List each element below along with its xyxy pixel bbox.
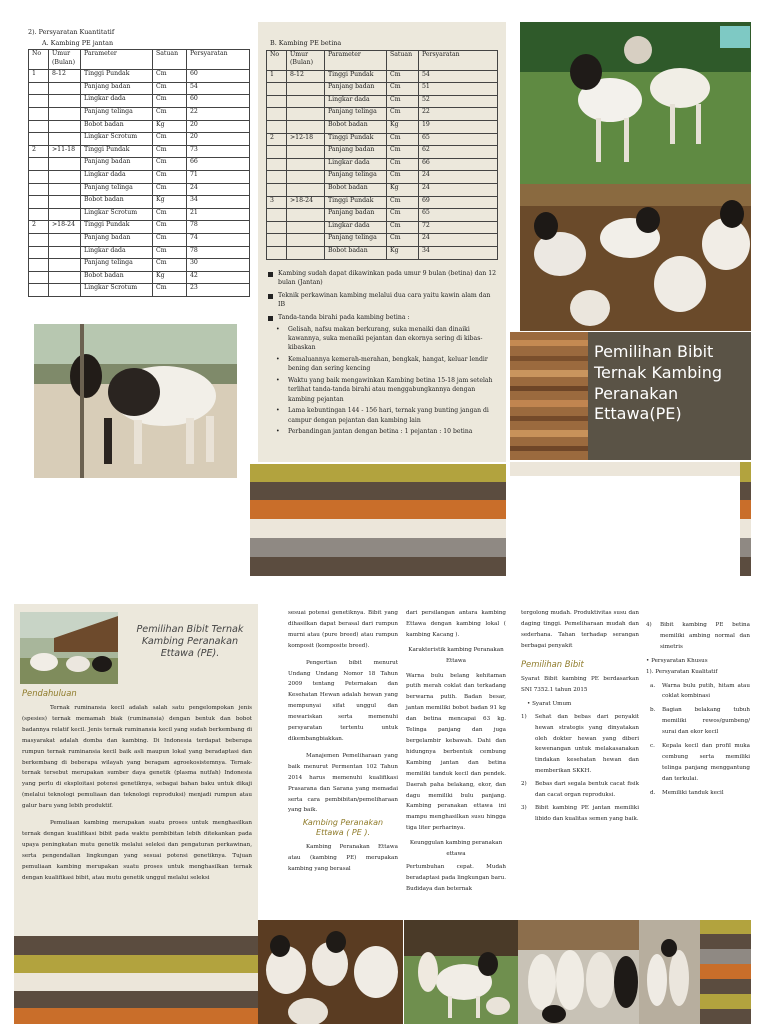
cell-unit: Cm [153, 95, 187, 108]
cell-age [287, 183, 325, 196]
table-row [267, 234, 498, 247]
cell-requirement: 22 [187, 108, 250, 121]
cell-unit: Cm [387, 234, 419, 247]
cell-unit: Cm [153, 234, 187, 247]
col-parameter: Parameter [81, 50, 153, 70]
cell-age [287, 121, 325, 134]
goat-photo-field [34, 324, 237, 478]
cell-no [29, 108, 49, 121]
male-requirements-table [28, 49, 250, 297]
col-unit: Satuan [153, 50, 187, 70]
cell-requirement: 65 [419, 133, 498, 146]
cover-title-box [588, 332, 751, 460]
cell-unit: Cm [387, 108, 419, 121]
cell-age [49, 271, 81, 284]
cell-age [287, 146, 325, 159]
cell-unit: Cm [153, 221, 187, 234]
requirement-item: 3) Bibit kambing PE jantan memiliki libido dan kualitas semen yang baik. [521, 804, 639, 822]
body-paragraph: Kambing Peranakan Ettawa atau (kambing PE) merupakan kambing yang berasal [288, 844, 398, 873]
table-row [267, 183, 498, 196]
col-no: No [267, 50, 287, 70]
stripe [14, 955, 258, 973]
cell-parameter: Tinggi Pundak [325, 133, 387, 146]
stripe [740, 482, 751, 500]
cell-unit: Cm [387, 158, 419, 171]
table-row [29, 234, 250, 247]
table-row [29, 284, 250, 297]
general-requirements-list [521, 712, 639, 825]
table-row [267, 146, 498, 159]
cell-requirement: 66 [187, 158, 250, 171]
cell-age: 8-12 [287, 70, 325, 83]
body-paragraph: tergolong mudah. Produktivitas susu dan daging tinggi. Pemeliharaan mudah dan sederhana. Tahan terhadap serangan berbagai penyakit [521, 610, 639, 649]
cell-no [29, 271, 49, 284]
cell-unit: Cm [153, 108, 187, 121]
cell-parameter: Panjang telinga [325, 108, 387, 121]
stripe [700, 934, 751, 949]
cell-no [29, 133, 49, 146]
intro-text [22, 703, 252, 890]
cell-requirement: 54 [419, 70, 498, 83]
cell-parameter: Lingkar dada [325, 158, 387, 171]
body-paragraph: Manajemen Pemeliharaan yang baik menurut Permentan 102 Tahun 2014 harus memenuhi kualifikasi Prasarana dan Sarana yang memadai serta cara pembibitan/pemeliharaan yang baik. [288, 752, 398, 814]
cell-requirement: 60 [187, 70, 250, 83]
stripe [14, 973, 258, 991]
text-column-2 [288, 608, 398, 875]
cell-parameter: Panjang badan [325, 146, 387, 159]
cell-parameter: Bobot badan [325, 246, 387, 259]
table-row [267, 133, 498, 146]
cell-no [29, 95, 49, 108]
table-row [29, 120, 250, 133]
cell-requirement: 62 [419, 146, 498, 159]
cell-parameter: Tinggi Pundak [81, 145, 153, 158]
stripe [700, 994, 751, 1009]
table-row [29, 133, 250, 146]
note-item: Kambing sudah dapat dikawinkan pada umur 9 bulan (betina) dan 12 bulan (Jantan) [266, 269, 498, 288]
cell-parameter: Panjang badan [81, 234, 153, 247]
cell-no: 1 [267, 70, 287, 83]
goats-row-photo [518, 920, 639, 1024]
body-paragraph: Syarat Bibit kambing PE berdasarkan SNI 7352.1 tahun 2015 [521, 676, 639, 693]
advantages-heading: Keunggulan kambing peranakan ettawa [409, 840, 503, 858]
cell-age [49, 133, 81, 146]
cell-unit: Cm [387, 95, 419, 108]
cell-parameter: Tinggi Pundak [81, 221, 153, 234]
general-requirements-label: • Syarat Umum [527, 700, 572, 707]
stripe [700, 920, 751, 934]
cell-no [29, 120, 49, 133]
requirement-item: 1) Sehat dan bebas dari penyakit hewan strategis yang dinyatakan oleh dokter hewan yang diberi kewenangan untuk melakasanakan tindakan kesehatan hewan dan memberikan SKKH. [521, 713, 639, 775]
goat-with-kid-photo [404, 920, 518, 1024]
cell-unit: Kg [153, 120, 187, 133]
cell-no [29, 171, 49, 184]
cell-requirement: 24 [419, 234, 498, 247]
note-item: Tanda-tanda birahi pada kambing betina : [266, 313, 498, 323]
cell-no: 2 [29, 145, 49, 158]
stripe [250, 500, 506, 519]
goats-pen-photo [520, 184, 751, 331]
cell-unit: Cm [153, 183, 187, 196]
table-row [267, 95, 498, 108]
text-column-5 [646, 618, 750, 799]
cell-no [29, 259, 49, 272]
cell-requirement: 69 [419, 196, 498, 209]
cell-age [49, 158, 81, 171]
square-bullet-icon [268, 272, 273, 277]
qualitative-item: a. Warna bulu putih, hitam atau coklat kombinasi [650, 682, 750, 700]
table-row [267, 196, 498, 209]
cell-age: 8-12 [49, 70, 81, 83]
stripe [700, 1009, 751, 1024]
cell-unit: Cm [387, 83, 419, 96]
stripe [700, 949, 751, 964]
stripe [510, 462, 741, 476]
goats-side-photo [639, 920, 700, 1024]
cell-no [267, 209, 287, 222]
cell-age [287, 221, 325, 234]
cell-unit: Kg [153, 271, 187, 284]
cell-age [287, 158, 325, 171]
cell-parameter: Lingkar Scrotum [81, 133, 153, 146]
body-paragraph: sesuai potensi genetiknya. Bibit yang dihasilkan dapat berasal dari rumpun murni atau (pure breed) atau rumpun komposit (komposite breed). [288, 610, 398, 649]
cell-requirement: 24 [419, 183, 498, 196]
table-row [267, 221, 498, 234]
estrus-sign-item: • Waktu yang baik mengawinkan Kambing betina 15-18 jam setelah terlihat tanda-tanda birahi atau menggabungkannya dengan kambing pejantan [266, 376, 498, 404]
cell-parameter: Tinggi Pundak [81, 70, 153, 83]
cell-parameter: Bobot badan [325, 121, 387, 134]
stripe [740, 519, 751, 538]
col-age: Umur (Bulan) [287, 50, 325, 70]
stripe [250, 519, 506, 538]
cell-unit: Cm [153, 70, 187, 83]
goats-pasture-photo [520, 22, 751, 184]
cell-unit: Kg [387, 246, 419, 259]
table-row [29, 246, 250, 259]
cell-no: 3 [267, 196, 287, 209]
cell-parameter: Lingkar dada [325, 95, 387, 108]
stripe [250, 482, 506, 500]
cell-unit: Cm [387, 146, 419, 159]
stripe [700, 979, 751, 994]
qualitative-list [646, 681, 750, 799]
cell-requirement: 20 [187, 133, 250, 146]
cell-parameter: Panjang telinga [81, 183, 153, 196]
cell-age [49, 82, 81, 95]
cell-unit: Cm [153, 259, 187, 272]
estrus-sign-item: • Lama kebuntingan 144 - 156 hari, ternak yang bunting jangan di campur dengan pejantan dan kambing lain [266, 406, 498, 425]
cell-parameter: Panjang telinga [325, 234, 387, 247]
table-row [29, 158, 250, 171]
cell-requirement: 73 [187, 145, 250, 158]
cell-requirement: 21 [187, 208, 250, 221]
cell-age [49, 259, 81, 272]
cell-age [49, 183, 81, 196]
cell-no [267, 234, 287, 247]
cell-unit: Cm [153, 133, 187, 146]
qualitative-heading: 1). Persyaratan Kualitatif [646, 668, 718, 675]
cell-no [29, 208, 49, 221]
cell-no [267, 246, 287, 259]
cell-age [49, 95, 81, 108]
cell-unit: Cm [387, 196, 419, 209]
cell-no [29, 158, 49, 171]
cell-parameter: Panjang badan [81, 82, 153, 95]
stripe [700, 964, 751, 979]
cell-no [267, 121, 287, 134]
intro-paragraph: Pemuliaan kambing merupakan suatu proses untuk menghasilkan ternak dengan kualifikasi bibit pada waktu pembibitan lebih ditekankan pada upaya peningkatan mutu genetik melalui seleksi dan pengaturan perkawinan, serta pengendalian lingkungan yang sesuai potensi genetiknya. Tujuan pemuliaan kambing merupakan suatu proses untuk menghasilkan ternak dengan kualifikasi bibit, atau mutu genetik unggul melalui seleksi [22, 820, 252, 881]
cell-parameter: Panjang badan [325, 209, 387, 222]
col-age: Umur (Bulan) [49, 50, 81, 70]
cell-unit: Cm [387, 209, 419, 222]
table-row [267, 70, 498, 83]
cell-no [29, 234, 49, 247]
cell-age [49, 208, 81, 221]
requirement-item: 4) Bibit kambing PE betina memiliki ambing normal dan simetris [646, 622, 750, 650]
cell-no [267, 158, 287, 171]
cell-age [287, 234, 325, 247]
cell-requirement: 30 [187, 259, 250, 272]
estrus-sign-item: • Perbandingan jantan dengan betina : 1 pejantan : 10 betina [266, 427, 498, 436]
cell-requirement: 20 [187, 120, 250, 133]
special-requirements-label: • Persyaratan Khusus [646, 657, 708, 664]
table-row [267, 209, 498, 222]
table-row [29, 108, 250, 121]
male-table-heading: A. Kambing PE jantan [42, 38, 114, 47]
male-requirements-section [28, 28, 250, 297]
note-item: Teknik perkawinan kambing melalui dua cara yaitu kawin alam dan IB [266, 291, 498, 310]
stripe [14, 991, 258, 1008]
table-row [29, 221, 250, 234]
table-row [29, 95, 250, 108]
cell-requirement: 52 [419, 95, 498, 108]
cell-age [49, 171, 81, 184]
cell-no [267, 95, 287, 108]
stripe [250, 464, 506, 482]
estrus-sign-item: • Kemaluannya kemerah-merahan, bengkak, hangat, keluar lendir bening dan sering kencing [266, 355, 498, 374]
cell-unit: Cm [387, 133, 419, 146]
cell-requirement: 74 [187, 234, 250, 247]
cell-age [287, 95, 325, 108]
cell-unit: Cm [153, 145, 187, 158]
qualitative-item: b. Bagian belakang tubuh memiliki rewos/gumbeng/ surai dan ekor kecil [650, 707, 750, 736]
inside-title: Pemilihan Bibit Ternak Kambing Peranakan Ettawa (PE). [136, 624, 244, 659]
cell-no: 2 [29, 221, 49, 234]
cell-no [267, 146, 287, 159]
table-row [29, 271, 250, 284]
cell-age [49, 284, 81, 297]
cell-requirement: 22 [419, 108, 498, 121]
cell-age: >18-24 [287, 196, 325, 209]
cell-unit: Kg [387, 183, 419, 196]
table-row [267, 121, 498, 134]
cell-parameter: Bobot badan [81, 271, 153, 284]
cell-no [267, 183, 287, 196]
intro-paragraph: Ternak ruminansia kecil adalah salah satu pengelompokan jenis (spesies) ternak memamah biak (ruminansia) dengan bentuk dan bobot badannya relatif kecil. Jenis ternak ruminansia kecil yang sudah berkembang di masyarakat adalah domba dan kambing. Di Indonesia terdapat beberapa rumpun ternak ruminansia kecil baik asli maupun lokal yang beradaptasi dan berkembang di beberapa wilayah yang beragam agroekosistemnya. Ternak-ternak tersebut merupakan sumber daya genetik (plasma nutfah) Indonesia yang perlu di eksploitasi potensi genetiknya, sebagai bahan baku untuk dikaji (melalui teknologi pemuliaan dan teknologi reproduksi) menjadi rumpun atau galur baru yang lebih produktif. [22, 705, 252, 810]
table-row [267, 171, 498, 184]
cell-unit: Cm [153, 171, 187, 184]
cell-requirement: 65 [419, 209, 498, 222]
col-requirement: Persyaratan [419, 50, 498, 70]
cell-unit: Cm [153, 246, 187, 259]
cell-no [29, 82, 49, 95]
cell-requirement: 78 [187, 221, 250, 234]
col-parameter: Parameter [325, 50, 387, 70]
cell-age [49, 234, 81, 247]
table-row [267, 158, 498, 171]
text-column-3 [406, 608, 506, 895]
cell-unit: Cm [153, 82, 187, 95]
table-row [267, 246, 498, 259]
cell-age [287, 246, 325, 259]
female-requirements-table [266, 50, 498, 260]
cell-requirement: 42 [187, 271, 250, 284]
table-row [29, 145, 250, 158]
cell-no [29, 284, 49, 297]
cell-parameter: Lingkar dada [81, 246, 153, 259]
cell-age: >12-18 [287, 133, 325, 146]
stripe [14, 1008, 258, 1024]
cell-parameter: Lingkar dada [81, 171, 153, 184]
cell-parameter: Lingkar Scrotum [81, 208, 153, 221]
goats-pen-photo-2 [258, 920, 403, 1024]
col-unit: Satuan [387, 50, 419, 70]
body-paragraph: dari persilangan antara kambing Ettawa dengan kambing lokal ( kambing Kacang ). [406, 610, 506, 638]
cell-parameter: Panjang badan [325, 83, 387, 96]
cell-no: 1 [29, 70, 49, 83]
qualitative-item: c. Kepala kecil dan profil muka cembung serta memiliki telinga panjang menggantung dan terkulai. [650, 743, 750, 782]
table-row [29, 183, 250, 196]
body-paragraph: Pertumbuhan cepat. Mudah beradaptasi pada lingkungan baru. Budidaya dan beternak [406, 863, 506, 892]
stripe [740, 538, 751, 557]
text-column-4 [521, 608, 639, 825]
stripe [14, 936, 258, 955]
cell-age: >11-18 [49, 145, 81, 158]
cell-requirement: 72 [419, 221, 498, 234]
cell-age [49, 108, 81, 121]
cell-requirement: 23 [187, 284, 250, 297]
cell-requirement: 78 [187, 246, 250, 259]
cell-parameter: Bobot badan [81, 120, 153, 133]
col-no: No [29, 50, 49, 70]
square-bullet-icon [268, 316, 273, 321]
cell-requirement: 54 [187, 82, 250, 95]
qualitative-item: d. Memiliki tanduk kecil [650, 789, 724, 796]
cell-age [49, 246, 81, 259]
stripe [740, 500, 751, 519]
cell-no [267, 108, 287, 121]
cell-parameter: Lingkar dada [81, 95, 153, 108]
cell-requirement: 19 [419, 121, 498, 134]
body-paragraph: Warna bulu belang kehitaman putih merah coklat dan terkadang berwarna putih. Badan besar, jantan memiliki bobot badan 91 kg dan betina mencapai 63 kg. Telinga panjang dan juga bergelambir kebawah. Dahi dan hidungnya berbentuk cembung Kambing jantan dan betina memiliki tanduk kecil dan pendek. Daerah paha belakang, ekor, dan dagu memiliki bulu panjang. Kambing peranakan ettawa ini mampu menghasilkan susu hingga tiga liter perharinya. [406, 672, 506, 832]
cell-requirement: 34 [187, 196, 250, 209]
quantitative-heading: 2). Persyaratan Kuantitatif [28, 28, 115, 36]
table-row [29, 82, 250, 95]
cell-no: 2 [267, 133, 287, 146]
cell-requirement: 24 [187, 183, 250, 196]
cell-age [287, 209, 325, 222]
cell-parameter: Bobot badan [81, 196, 153, 209]
female-requirements-panel [258, 22, 506, 462]
cell-unit: Kg [153, 196, 187, 209]
cell-no [29, 183, 49, 196]
stripe [740, 557, 751, 576]
cell-age [49, 196, 81, 209]
cell-parameter: Lingkar dada [325, 221, 387, 234]
cell-unit: Cm [153, 284, 187, 297]
cell-parameter: Panjang telinga [81, 259, 153, 272]
cell-unit: Cm [153, 158, 187, 171]
cell-unit: Cm [387, 171, 419, 184]
table-row [29, 70, 250, 83]
cell-age: >18-24 [49, 221, 81, 234]
cell-unit: Cm [387, 221, 419, 234]
table-row [29, 171, 250, 184]
cell-parameter: Panjang telinga [81, 108, 153, 121]
cover-title: Pemilihan Bibit Ternak Kambing Peranakan Ettawa(PE) [594, 342, 722, 424]
stripe [250, 538, 506, 557]
col-requirement: Persyaratan [187, 50, 250, 70]
cell-parameter: Bobot badan [325, 183, 387, 196]
breeding-notes [266, 269, 498, 437]
cell-unit: Kg [387, 121, 419, 134]
wood-texture-image [510, 332, 588, 460]
characteristics-heading: Karakteristik kambing Peranakan Ettawa [408, 646, 504, 664]
goat-barn-photo [20, 612, 118, 684]
cell-no [267, 221, 287, 234]
cell-no [267, 171, 287, 184]
cell-requirement: 34 [419, 246, 498, 259]
cell-requirement: 71 [187, 171, 250, 184]
cell-no [29, 246, 49, 259]
table-row [29, 196, 250, 209]
cell-parameter: Lingkar Scrotum [81, 284, 153, 297]
cell-age [287, 171, 325, 184]
cell-parameter: Panjang telinga [325, 171, 387, 184]
table-row [267, 83, 498, 96]
cell-requirement: 66 [419, 158, 498, 171]
table-row [29, 208, 250, 221]
stripe [250, 557, 506, 576]
cell-no [29, 196, 49, 209]
cell-unit: Cm [387, 70, 419, 83]
intro-heading: Pendahuluan [22, 688, 77, 698]
cell-requirement: 60 [187, 95, 250, 108]
cell-unit: Cm [153, 208, 187, 221]
selection-heading: Pemilihan Bibit [521, 658, 584, 669]
pe-goat-heading: Kambing Peranakan Ettawa ( PE ). [302, 818, 384, 838]
cell-parameter: Panjang badan [81, 158, 153, 171]
table-row [29, 259, 250, 272]
body-paragraph: Pengertian bibit menurut Undang Undang Nomor 18 Tahun 2009 tentang Peternakan dan Kesehatan Hewan adalah hewan yang mempunyai sifat unggul dan mewariskan serta memenuhi persyaratan tertentu untuk dikembangbiakkan. [288, 659, 398, 742]
female-table-heading: B. Kambing PE betina [270, 39, 342, 47]
cell-requirement: 51 [419, 83, 498, 96]
table-row [267, 108, 498, 121]
cell-no [267, 83, 287, 96]
estrus-sign-item: • Gelisah, nafsu makan berkurang, suka menaiki dan dinaiki kawannya, suka menaiki pejantan dan ekornya sering di kibas-kibaskan [266, 325, 498, 353]
square-bullet-icon [268, 294, 273, 299]
requirement-item: 2) Bebas dari segala bentuk cacat fisik dan cacat organ reproduksi. [521, 781, 639, 799]
cell-age [287, 83, 325, 96]
cell-parameter: Tinggi Pundak [325, 70, 387, 83]
cell-age [287, 108, 325, 121]
cell-requirement: 24 [419, 171, 498, 184]
cell-parameter: Tinggi Pundak [325, 196, 387, 209]
cell-age [49, 120, 81, 133]
stripe [740, 462, 751, 482]
